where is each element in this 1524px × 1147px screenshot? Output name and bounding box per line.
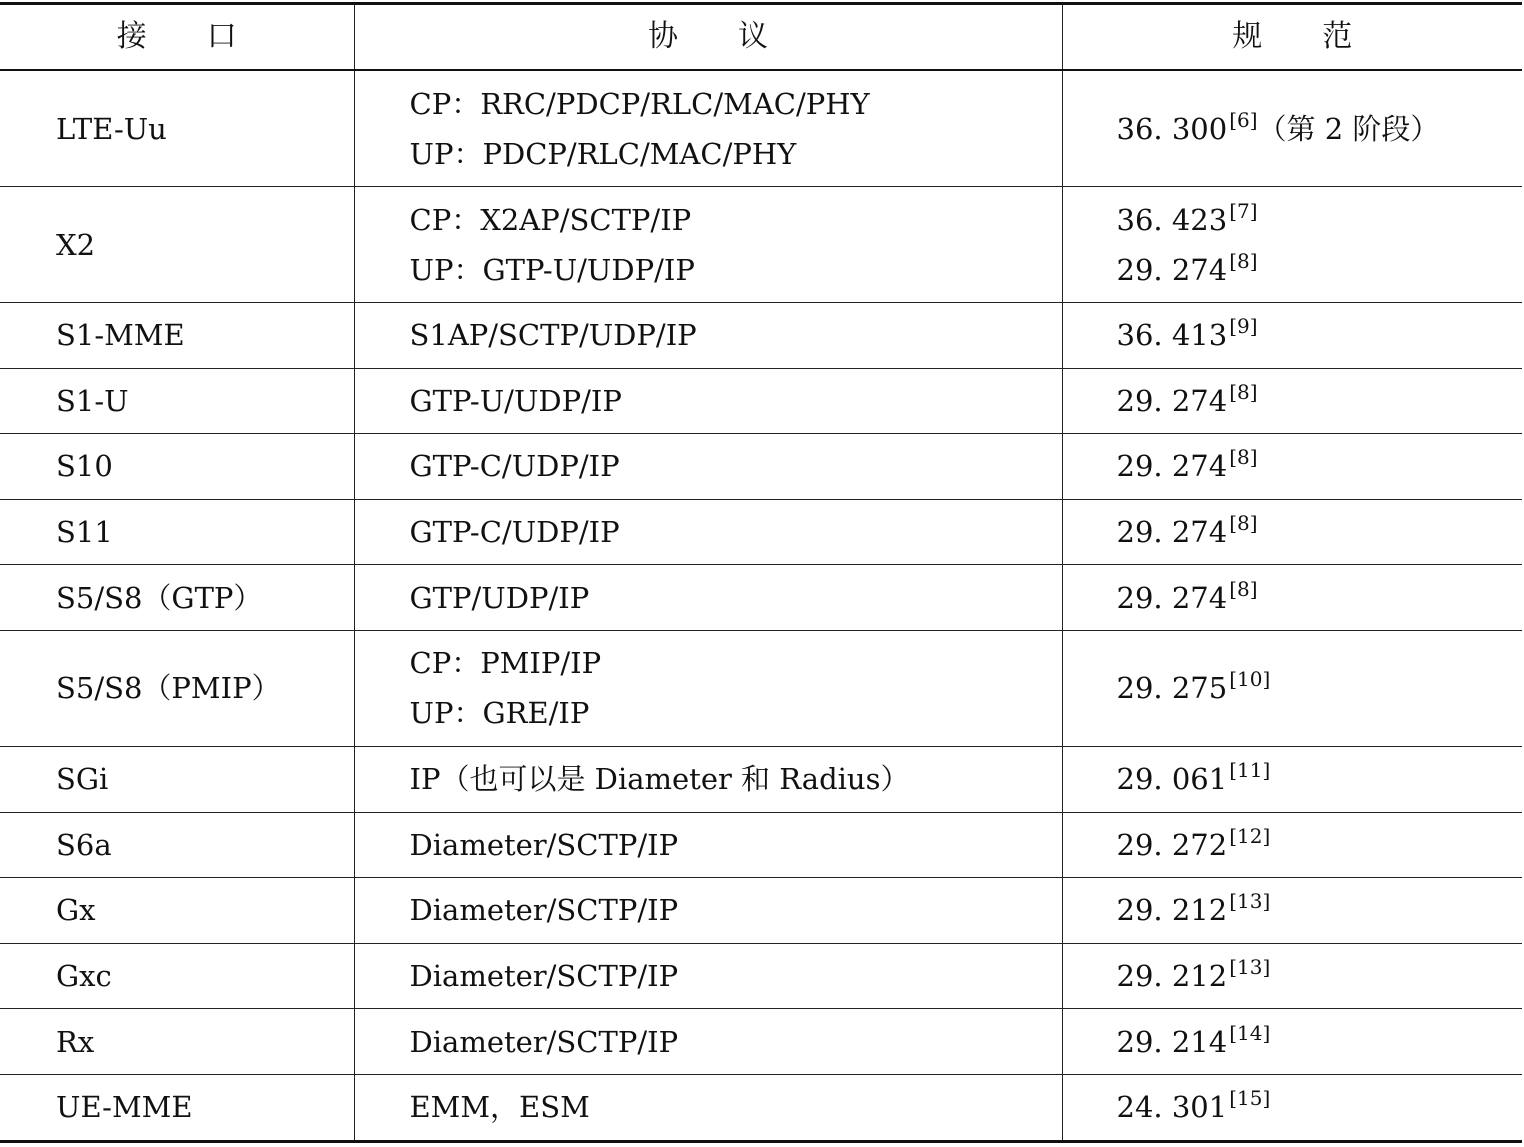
reference-superscript: [8] <box>1229 445 1258 470</box>
interface-label: SGi <box>56 762 109 797</box>
spec-number: 29. 061 <box>1116 762 1228 797</box>
table-row <box>0 303 1522 369</box>
cell-interface <box>0 368 354 434</box>
protocol-line: CP：RRC/PDCP/RLC/MAC/PHY <box>409 86 870 121</box>
protocol-line: UP：GTP-U/UDP/IP <box>409 252 695 287</box>
cell-protocol <box>354 187 1062 303</box>
interface-label: S10 <box>56 449 113 484</box>
protocol-line: CP：PMIP/IP <box>409 646 602 681</box>
cell-interface <box>0 565 354 631</box>
protocol-line: EMM，ESM <box>409 1090 590 1125</box>
protocol-line: UP：GRE/IP <box>409 696 590 731</box>
header-interface: 接 口 <box>0 4 354 71</box>
spec-number: 29. 274 <box>1116 252 1228 287</box>
cell-interface <box>0 70 354 187</box>
table-row <box>0 1009 1522 1075</box>
cell-spec <box>1062 878 1522 944</box>
interface-label: X2 <box>56 227 96 262</box>
header-spec: 规 范 <box>1062 4 1522 71</box>
interface-protocol-table <box>0 2 1522 1143</box>
protocol-line: GTP/UDP/IP <box>409 580 590 615</box>
table-row <box>0 630 1522 746</box>
spec-line <box>1117 663 1523 713</box>
table-row <box>0 368 1522 434</box>
interface-label: S5/S8（GTP） <box>56 580 263 615</box>
cell-spec <box>1062 1009 1522 1075</box>
protocol-line: GTP-C/UDP/IP <box>409 515 620 550</box>
protocol-line: UP：PDCP/RLC/MAC/PHY <box>409 136 797 171</box>
cell-protocol <box>354 499 1062 565</box>
spec-line <box>1117 441 1523 491</box>
spec-number: 24. 301 <box>1116 1090 1228 1125</box>
cell-protocol <box>354 303 1062 369</box>
cell-protocol <box>354 630 1062 746</box>
spec-number: 36. 423 <box>1116 202 1228 237</box>
interface-label: S6a <box>56 827 112 862</box>
table-row <box>0 70 1522 187</box>
spec-number: 29. 274 <box>1116 515 1228 550</box>
cell-interface <box>0 187 354 303</box>
spec-number: 29. 272 <box>1116 827 1228 862</box>
cell-spec <box>1062 943 1522 1009</box>
reference-superscript: [10] <box>1229 667 1271 692</box>
reference-superscript: [8] <box>1229 248 1258 273</box>
cell-spec <box>1062 746 1522 812</box>
interface-label: S1-U <box>56 383 129 418</box>
spec-line <box>1117 310 1523 360</box>
reference-superscript: [8] <box>1229 511 1258 536</box>
cell-protocol <box>354 565 1062 631</box>
cell-interface <box>0 1009 354 1075</box>
spec-line <box>1117 951 1523 1001</box>
spec-line <box>1117 195 1523 245</box>
interface-label: Gxc <box>56 959 112 994</box>
cell-spec <box>1062 368 1522 434</box>
spec-note: （第 2 阶段） <box>1257 111 1440 146</box>
reference-superscript: [12] <box>1229 823 1271 848</box>
spec-number: 29. 274 <box>1116 449 1228 484</box>
cell-protocol <box>354 812 1062 878</box>
spec-number: 36. 300 <box>1116 111 1228 146</box>
cell-spec <box>1062 70 1522 187</box>
spec-number: 36. 413 <box>1116 318 1228 353</box>
cell-spec <box>1062 434 1522 500</box>
cell-spec <box>1062 812 1522 878</box>
spec-line <box>1117 573 1523 623</box>
table-row <box>0 434 1522 500</box>
cell-interface <box>0 1074 354 1141</box>
table-row <box>0 187 1522 303</box>
interface-label: S11 <box>56 515 113 550</box>
spec-number: 29. 212 <box>1116 893 1228 928</box>
spec-line <box>1117 376 1523 426</box>
header-row <box>0 4 1522 71</box>
protocol-line: Diameter/SCTP/IP <box>409 959 679 994</box>
protocol-line: CP：X2AP/SCTP/IP <box>409 202 692 237</box>
reference-superscript: [13] <box>1229 889 1271 914</box>
protocol-line: Diameter/SCTP/IP <box>409 893 679 928</box>
reference-superscript: [7] <box>1229 198 1258 223</box>
protocol-line: S1AP/SCTP/UDP/IP <box>409 318 697 353</box>
cell-protocol <box>354 1009 1062 1075</box>
interface-label: Gx <box>56 893 96 928</box>
cell-spec <box>1062 499 1522 565</box>
cell-interface <box>0 303 354 369</box>
header-protocol: 协 议 <box>354 4 1062 71</box>
cell-protocol <box>354 434 1062 500</box>
cell-interface <box>0 943 354 1009</box>
cell-interface <box>0 812 354 878</box>
cell-protocol <box>354 1074 1062 1141</box>
table-body <box>0 70 1522 1141</box>
cell-interface <box>0 746 354 812</box>
cell-protocol <box>354 70 1062 187</box>
protocol-line: GTP-C/UDP/IP <box>409 449 620 484</box>
cell-protocol <box>354 368 1062 434</box>
table-row <box>0 1074 1522 1141</box>
cell-spec <box>1062 303 1522 369</box>
interface-label: LTE-Uu <box>56 111 167 146</box>
spec-number: 29. 274 <box>1116 383 1228 418</box>
cell-spec <box>1062 187 1522 303</box>
spec-line <box>1117 885 1523 935</box>
interface-label: Rx <box>56 1024 95 1059</box>
table-row <box>0 499 1522 565</box>
protocol-line: GTP-U/UDP/IP <box>409 383 622 418</box>
protocol-line: IP（也可以是 Diameter 和 Radius） <box>409 762 910 797</box>
protocol-line: Diameter/SCTP/IP <box>409 827 679 862</box>
spec-line <box>1117 245 1523 295</box>
cell-spec <box>1062 1074 1522 1141</box>
spec-number: 29. 212 <box>1116 959 1228 994</box>
table-header <box>0 4 1522 71</box>
cell-interface <box>0 630 354 746</box>
cell-protocol <box>354 878 1062 944</box>
interface-label: UE-MME <box>56 1090 193 1125</box>
table-row <box>0 812 1522 878</box>
reference-superscript: [6] <box>1229 107 1258 132</box>
cell-protocol <box>354 943 1062 1009</box>
spec-number: 29. 274 <box>1116 580 1228 615</box>
spec-line <box>1117 1017 1523 1067</box>
table-row <box>0 943 1522 1009</box>
spec-number: 29. 275 <box>1116 671 1228 706</box>
interface-label: S5/S8（PMIP） <box>56 671 281 706</box>
spec-line <box>1117 754 1523 804</box>
cell-interface <box>0 499 354 565</box>
reference-superscript: [11] <box>1229 758 1271 783</box>
interface-label: S1-MME <box>56 318 185 353</box>
spec-line <box>1117 1082 1523 1132</box>
spec-line <box>1117 507 1523 557</box>
reference-superscript: [15] <box>1229 1086 1271 1111</box>
reference-superscript: [14] <box>1229 1020 1271 1045</box>
cell-interface <box>0 434 354 500</box>
spec-line <box>1117 820 1523 870</box>
reference-superscript: [13] <box>1229 955 1271 980</box>
cell-protocol <box>354 746 1062 812</box>
table-row <box>0 565 1522 631</box>
reference-superscript: [8] <box>1229 379 1258 404</box>
cell-interface <box>0 878 354 944</box>
protocol-line: Diameter/SCTP/IP <box>409 1024 679 1059</box>
cell-spec <box>1062 565 1522 631</box>
cell-spec <box>1062 630 1522 746</box>
table-row <box>0 878 1522 944</box>
spec-number: 29. 214 <box>1116 1024 1228 1059</box>
spec-line <box>1117 104 1523 154</box>
reference-superscript: [9] <box>1229 314 1258 339</box>
table-row <box>0 746 1522 812</box>
reference-superscript: [8] <box>1229 576 1258 601</box>
